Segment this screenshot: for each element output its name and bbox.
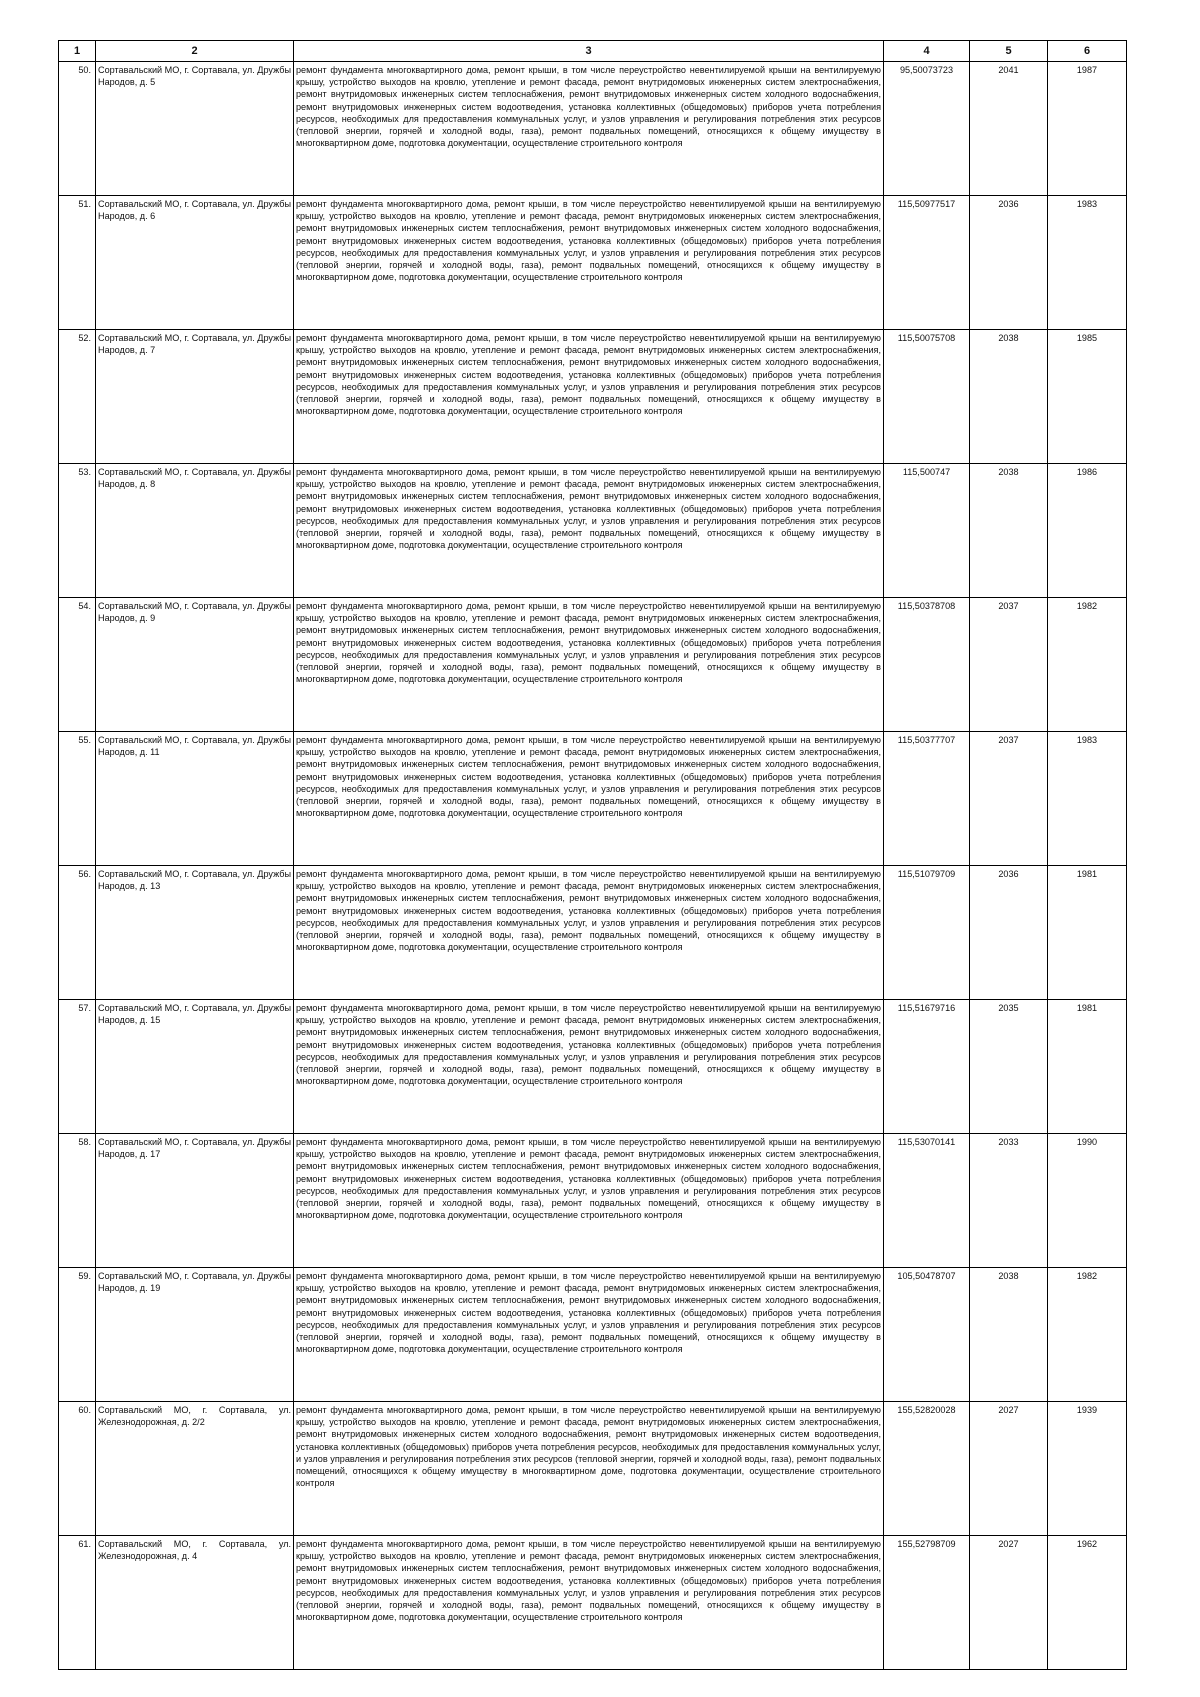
- row-number: 59.: [59, 1268, 96, 1402]
- cost-cell: 155,52820028: [884, 1402, 970, 1536]
- build-year-cell: 1983: [1048, 732, 1127, 866]
- build-year-cell: 1986: [1048, 464, 1127, 598]
- planned-year-cell: 2027: [970, 1536, 1048, 1670]
- build-year-cell: 1987: [1048, 62, 1127, 196]
- build-year-cell: 1985: [1048, 330, 1127, 464]
- table-row: [59, 1000, 1127, 1134]
- planned-year-cell: 2037: [970, 598, 1048, 732]
- build-year-cell: 1962: [1048, 1536, 1127, 1670]
- column-header: 6: [1048, 41, 1127, 62]
- work-description-cell: ремонт фундамента многоквартирного дома, ремонт крыши, в том числе переустройство невентилируемой крыши на вентилируемую крышу, устройство выходов на кровлю, утепление и ремонт фасада, ремонт внутридомовых инженерных систем электроснабжения, ремонт внутридомовых инженерных систем теплоснабжения, ремонт внутридомовых инженерных систем холодного водоснабжения, ремонт внутридомовых инженерных систем водоотведения, установка коллективных (общедомовых) приборов учета потребления ресурсов, необходимых для предоставления коммунальных услуг, и узлов управления и регулирования потребления этих ресурсов (тепловой энергии, горячей и холодной воды, газа), ремонт подвальных помещений, относящихся к общему имуществу в многоквартирном доме, подготовка документации, осуществление строительного контроля: [294, 1268, 884, 1402]
- row-number: 54.: [59, 598, 96, 732]
- address-cell: Сортавальский МО, г. Сортавала, ул. Дружбы Народов, д. 19: [96, 1268, 294, 1402]
- work-description-cell: ремонт фундамента многоквартирного дома, ремонт крыши, в том числе переустройство невентилируемой крыши на вентилируемую крышу, устройство выходов на кровлю, утепление и ремонт фасада, ремонт внутридомовых инженерных систем электроснабжения, ремонт внутридомовых инженерных систем теплоснабжения, ремонт внутридомовых инженерных систем холодного водоснабжения, ремонт внутридомовых инженерных систем водоотведения, установка коллективных (общедомовых) приборов учета потребления ресурсов, необходимых для предоставления коммунальных услуг, и узлов управления и регулирования потребления этих ресурсов (тепловой энергии, горячей и холодной воды, газа), ремонт подвальных помещений, относящихся к общему имуществу в многоквартирном доме, подготовка документации, осуществление строительного контроля: [294, 330, 884, 464]
- table-row: [59, 62, 1127, 196]
- address-cell: Сортавальский МО, г. Сортавала, ул. Дружбы Народов, д. 17: [96, 1134, 294, 1268]
- work-description-cell: ремонт фундамента многоквартирного дома, ремонт крыши, в том числе переустройство невентилируемой крыши на вентилируемую крышу, устройство выходов на кровлю, утепление и ремонт фасада, ремонт внутридомовых инженерных систем электроснабжения, ремонт внутридомовых инженерных систем теплоснабжения, ремонт внутридомовых инженерных систем холодного водоснабжения, ремонт внутридомовых инженерных систем водоотведения, установка коллективных (общедомовых) приборов учета потребления ресурсов, необходимых для предоставления коммунальных услуг, и узлов управления и регулирования потребления этих ресурсов (тепловой энергии, горячей и холодной воды, газа), ремонт подвальных помещений, относящихся к общему имуществу в многоквартирном доме, подготовка документации, осуществление строительного контроля: [294, 598, 884, 732]
- address-cell: Сортавальский МО, г. Сортавала, ул. Железнодорожная, д. 4: [96, 1536, 294, 1670]
- planned-year-cell: 2038: [970, 464, 1048, 598]
- table-row: [59, 732, 1127, 866]
- cost-cell: 155,52798709: [884, 1536, 970, 1670]
- build-year-cell: 1981: [1048, 866, 1127, 1000]
- cost-cell: 115,50977517: [884, 196, 970, 330]
- row-number: 52.: [59, 330, 96, 464]
- address-cell: Сортавальский МО, г. Сортавала, ул. Дружбы Народов, д. 15: [96, 1000, 294, 1134]
- table-row: [59, 330, 1127, 464]
- cost-cell: 115,50377707: [884, 732, 970, 866]
- planned-year-cell: 2036: [970, 196, 1048, 330]
- planned-year-cell: 2035: [970, 1000, 1048, 1134]
- cost-cell: 115,53070141: [884, 1134, 970, 1268]
- build-year-cell: 1939: [1048, 1402, 1127, 1536]
- cost-cell: 115,51679716: [884, 1000, 970, 1134]
- table-row: [59, 464, 1127, 598]
- planned-year-cell: 2036: [970, 866, 1048, 1000]
- work-description-cell: ремонт фундамента многоквартирного дома, ремонт крыши, в том числе переустройство невентилируемой крыши на вентилируемую крышу, устройство выходов на кровлю, утепление и ремонт фасада, ремонт внутридомовых инженерных систем электроснабжения, ремонт внутридомовых инженерных систем теплоснабжения, ремонт внутридомовых инженерных систем холодного водоснабжения, ремонт внутридомовых инженерных систем водоотведения, установка коллективных (общедомовых) приборов учета потребления ресурсов, необходимых для предоставления коммунальных услуг, и узлов управления и регулирования потребления этих ресурсов (тепловой энергии, горячей и холодной воды, газа), ремонт подвальных помещений, относящихся к общему имуществу в многоквартирном доме, подготовка документации, осуществление строительного контроля: [294, 732, 884, 866]
- planned-year-cell: 2038: [970, 1268, 1048, 1402]
- table-row: [59, 1402, 1127, 1536]
- repair-program-table: [58, 40, 1127, 1670]
- work-description-cell: ремонт фундамента многоквартирного дома, ремонт крыши, в том числе переустройство невентилируемой крыши на вентилируемую крышу, устройство выходов на кровлю, утепление и ремонт фасада, ремонт внутридомовых инженерных систем электроснабжения, ремонт внутридомовых инженерных систем теплоснабжения, ремонт внутридомовых инженерных систем холодного водоснабжения, ремонт внутридомовых инженерных систем водоотведения, установка коллективных (общедомовых) приборов учета потребления ресурсов, необходимых для предоставления коммунальных услуг, и узлов управления и регулирования потребления этих ресурсов (тепловой энергии, горячей и холодной воды, газа), ремонт подвальных помещений, относящихся к общему имуществу в многоквартирном доме, подготовка документации, осуществление строительного контроля: [294, 1000, 884, 1134]
- document-page: [58, 40, 1126, 1670]
- table-header-row: [59, 41, 1127, 62]
- table-row: [59, 1536, 1127, 1670]
- table-row: [59, 1134, 1127, 1268]
- column-header: 2: [96, 41, 294, 62]
- address-cell: Сортавальский МО, г. Сортавала, ул. Железнодорожная, д. 2/2: [96, 1402, 294, 1536]
- address-cell: Сортавальский МО, г. Сортавала, ул. Дружбы Народов, д. 9: [96, 598, 294, 732]
- table-row: [59, 866, 1127, 1000]
- column-header: 4: [884, 41, 970, 62]
- address-cell: Сортавальский МО, г. Сортавала, ул. Дружбы Народов, д. 13: [96, 866, 294, 1000]
- cost-cell: 115,50378708: [884, 598, 970, 732]
- planned-year-cell: 2037: [970, 732, 1048, 866]
- cost-cell: 115,500747: [884, 464, 970, 598]
- cost-cell: 105,50478707: [884, 1268, 970, 1402]
- column-header: 1: [59, 41, 96, 62]
- address-cell: Сортавальский МО, г. Сортавала, ул. Дружбы Народов, д. 11: [96, 732, 294, 866]
- work-description-cell: ремонт фундамента многоквартирного дома, ремонт крыши, в том числе переустройство невентилируемой крыши на вентилируемую крышу, устройство выходов на кровлю, утепление и ремонт фасада, ремонт внутридомовых инженерных систем электроснабжения, ремонт внутридомовых инженерных систем холодного водоснабжения, ремонт внутридомовых инженерных систем водоотведения, установка коллективных (общедомовых) приборов учета потребления ресурсов, необходимых для предоставления коммунальных услуг, и узлов управления и регулирования потребления этих ресурсов (тепловой энергии, горячей и холодной воды, газа), ремонт подвальных помещений, относящихся к общему имуществу в многоквартирном доме, подготовка документации, осуществление строительного контроля: [294, 1402, 884, 1536]
- build-year-cell: 1990: [1048, 1134, 1127, 1268]
- row-number: 57.: [59, 1000, 96, 1134]
- cost-cell: 115,51079709: [884, 866, 970, 1000]
- row-number: 55.: [59, 732, 96, 866]
- planned-year-cell: 2027: [970, 1402, 1048, 1536]
- planned-year-cell: 2033: [970, 1134, 1048, 1268]
- work-description-cell: ремонт фундамента многоквартирного дома, ремонт крыши, в том числе переустройство невентилируемой крыши на вентилируемую крышу, устройство выходов на кровлю, утепление и ремонт фасада, ремонт внутридомовых инженерных систем электроснабжения, ремонт внутридомовых инженерных систем теплоснабжения, ремонт внутридомовых инженерных систем холодного водоснабжения, ремонт внутридомовых инженерных систем водоотведения, установка коллективных (общедомовых) приборов учета потребления ресурсов, необходимых для предоставления коммунальных услуг, и узлов управления и регулирования потребления этих ресурсов (тепловой энергии, горячей и холодной воды, газа), ремонт подвальных помещений, относящихся к общему имуществу в многоквартирном доме, подготовка документации, осуществление строительного контроля: [294, 866, 884, 1000]
- table-row: [59, 196, 1127, 330]
- planned-year-cell: 2038: [970, 330, 1048, 464]
- work-description-cell: ремонт фундамента многоквартирного дома, ремонт крыши, в том числе переустройство невентилируемой крыши на вентилируемую крышу, устройство выходов на кровлю, утепление и ремонт фасада, ремонт внутридомовых инженерных систем электроснабжения, ремонт внутридомовых инженерных систем теплоснабжения, ремонт внутридомовых инженерных систем холодного водоснабжения, ремонт внутридомовых инженерных систем водоотведения, установка коллективных (общедомовых) приборов учета потребления ресурсов, необходимых для предоставления коммунальных услуг, и узлов управления и регулирования потребления этих ресурсов (тепловой энергии, горячей и холодной воды, газа), ремонт подвальных помещений, относящихся к общему имуществу в многоквартирном доме, подготовка документации, осуществление строительного контроля: [294, 464, 884, 598]
- row-number: 53.: [59, 464, 96, 598]
- row-number: 61.: [59, 1536, 96, 1670]
- planned-year-cell: 2041: [970, 62, 1048, 196]
- work-description-cell: ремонт фундамента многоквартирного дома, ремонт крыши, в том числе переустройство невентилируемой крыши на вентилируемую крышу, устройство выходов на кровлю, утепление и ремонт фасада, ремонт внутридомовых инженерных систем электроснабжения, ремонт внутридомовых инженерных систем теплоснабжения, ремонт внутридомовых инженерных систем холодного водоснабжения, ремонт внутридомовых инженерных систем водоотведения, установка коллективных (общедомовых) приборов учета потребления ресурсов, необходимых для предоставления коммунальных услуг, и узлов управления и регулирования потребления этих ресурсов (тепловой энергии, горячей и холодной воды, газа), ремонт подвальных помещений, относящихся к общему имуществу в многоквартирном доме, подготовка документации, осуществление строительного контроля: [294, 196, 884, 330]
- row-number: 51.: [59, 196, 96, 330]
- row-number: 50.: [59, 62, 96, 196]
- column-header: 3: [294, 41, 884, 62]
- work-description-cell: ремонт фундамента многоквартирного дома, ремонт крыши, в том числе переустройство невентилируемой крыши на вентилируемую крышу, устройство выходов на кровлю, утепление и ремонт фасада, ремонт внутридомовых инженерных систем электроснабжения, ремонт внутридомовых инженерных систем теплоснабжения, ремонт внутридомовых инженерных систем холодного водоснабжения, ремонт внутридомовых инженерных систем водоотведения, установка коллективных (общедомовых) приборов учета потребления ресурсов, необходимых для предоставления коммунальных услуг, и узлов управления и регулирования потребления этих ресурсов (тепловой энергии, горячей и холодной воды, газа), ремонт подвальных помещений, относящихся к общему имуществу в многоквартирном доме, подготовка документации, осуществление строительного контроля: [294, 1134, 884, 1268]
- row-number: 60.: [59, 1402, 96, 1536]
- row-number: 56.: [59, 866, 96, 1000]
- cost-cell: 95,50073723: [884, 62, 970, 196]
- address-cell: Сортавальский МО, г. Сортавала, ул. Дружбы Народов, д. 5: [96, 62, 294, 196]
- build-year-cell: 1982: [1048, 598, 1127, 732]
- work-description-cell: ремонт фундамента многоквартирного дома, ремонт крыши, в том числе переустройство невентилируемой крыши на вентилируемую крышу, устройство выходов на кровлю, утепление и ремонт фасада, ремонт внутридомовых инженерных систем электроснабжения, ремонт внутридомовых инженерных систем теплоснабжения, ремонт внутридомовых инженерных систем холодного водоснабжения, ремонт внутридомовых инженерных систем водоотведения, установка коллективных (общедомовых) приборов учета потребления ресурсов, необходимых для предоставления коммунальных услуг, и узлов управления и регулирования потребления этих ресурсов (тепловой энергии, горячей и холодной воды, газа), ремонт подвальных помещений, относящихся к общему имуществу в многоквартирном доме, подготовка документации, осуществление строительного контроля: [294, 62, 884, 196]
- address-cell: Сортавальский МО, г. Сортавала, ул. Дружбы Народов, д. 6: [96, 196, 294, 330]
- build-year-cell: 1983: [1048, 196, 1127, 330]
- address-cell: Сортавальский МО, г. Сортавала, ул. Дружбы Народов, д. 7: [96, 330, 294, 464]
- build-year-cell: 1981: [1048, 1000, 1127, 1134]
- row-number: 58.: [59, 1134, 96, 1268]
- table-row: [59, 1268, 1127, 1402]
- column-header: 5: [970, 41, 1048, 62]
- work-description-cell: ремонт фундамента многоквартирного дома, ремонт крыши, в том числе переустройство невентилируемой крыши на вентилируемую крышу, устройство выходов на кровлю, утепление и ремонт фасада, ремонт внутридомовых инженерных систем электроснабжения, ремонт внутридомовых инженерных систем теплоснабжения, ремонт внутридомовых инженерных систем холодного водоснабжения, ремонт внутридомовых инженерных систем водоотведения, установка коллективных (общедомовых) приборов учета потребления ресурсов, необходимых для предоставления коммунальных услуг, и узлов управления и регулирования потребления этих ресурсов (тепловой энергии, горячей и холодной воды, газа), ремонт подвальных помещений, относящихся к общему имуществу в многоквартирном доме, подготовка документации, осуществление строительного контроля: [294, 1536, 884, 1670]
- address-cell: Сортавальский МО, г. Сортавала, ул. Дружбы Народов, д. 8: [96, 464, 294, 598]
- table-row: [59, 598, 1127, 732]
- cost-cell: 115,50075708: [884, 330, 970, 464]
- build-year-cell: 1982: [1048, 1268, 1127, 1402]
